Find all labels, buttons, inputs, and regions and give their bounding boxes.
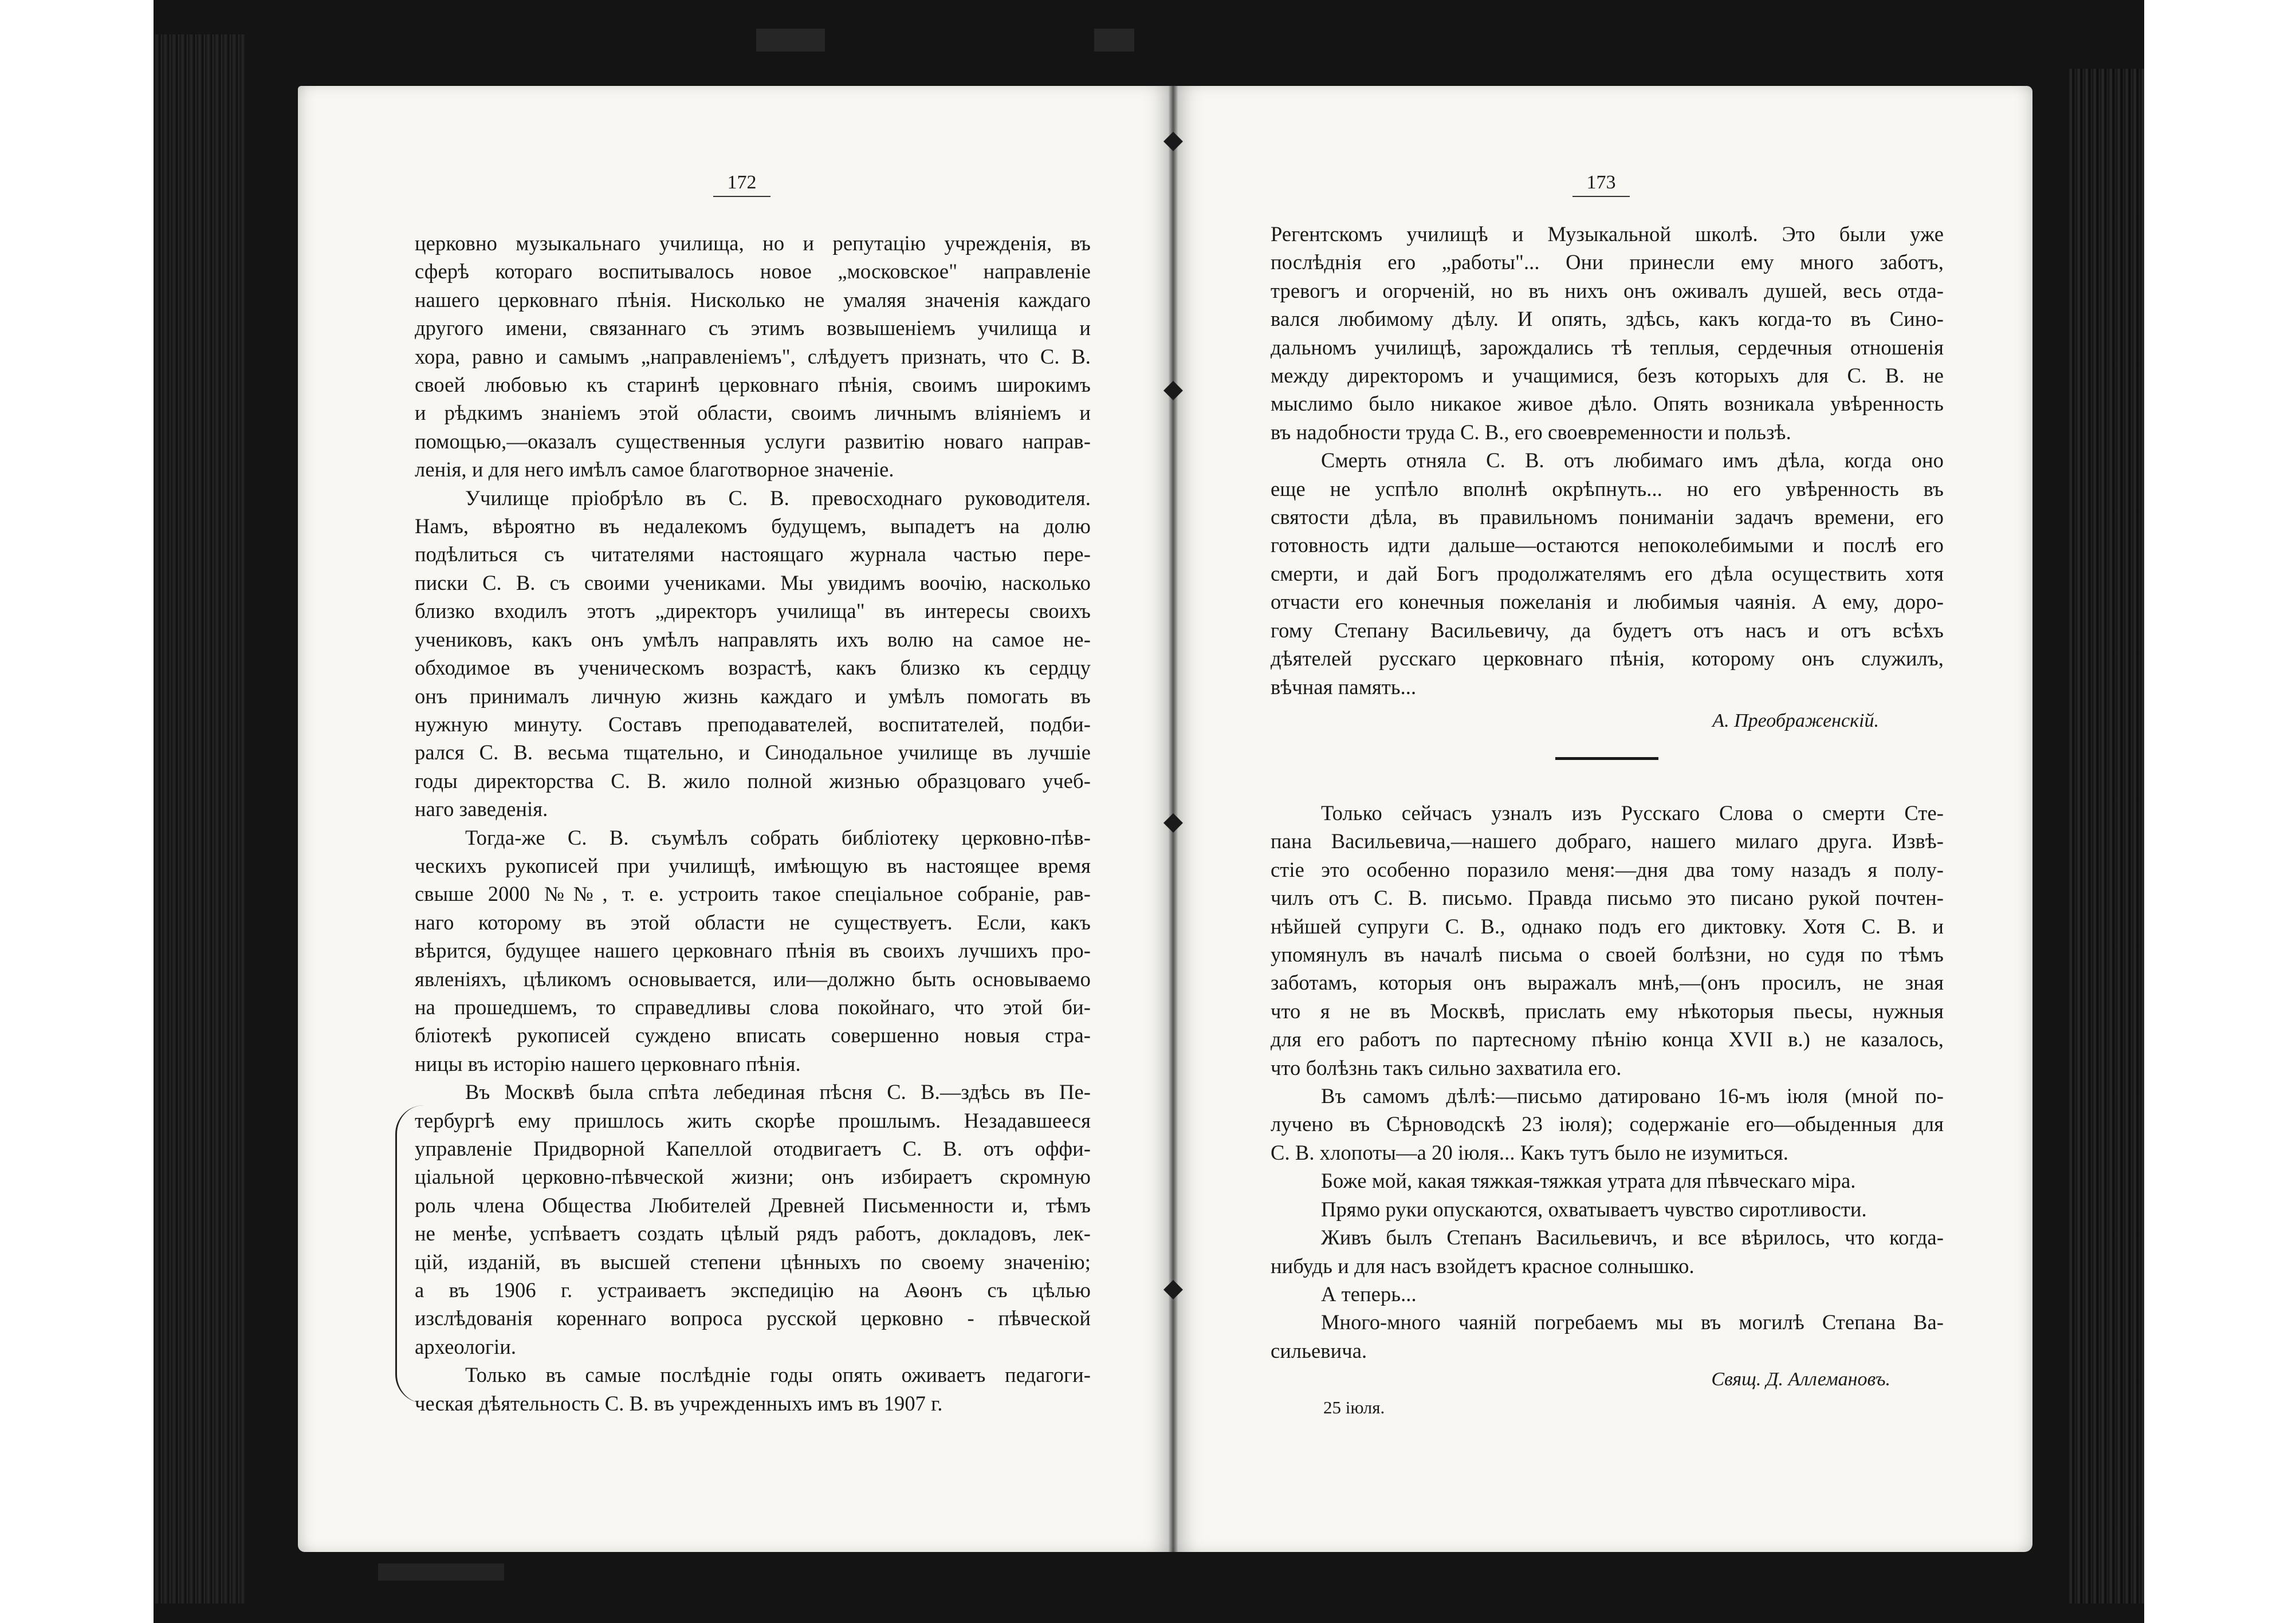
text-line: святости дѣла, въ правильномъ пониманіи задачъ времени, его [1271,505,1944,529]
text-line: что болѣзнь такъ сильно захватила его. [1271,1055,1622,1080]
signature-allemanov: Свящ. Д. Аллемановъ. [1711,1369,1890,1390]
paragraph [415,1361,1091,1417]
text-line: Только въ самые послѣдніе годы опять оживаетъ педагоги- [465,1363,1091,1387]
text-line: своей любовью къ старинѣ церковнаго пѣнія, своимъ широкимъ [415,373,1091,397]
signature-preobrazhensky: А. Преображенскій. [1712,710,1879,731]
paragraph [1271,1167,1944,1195]
text-line: Регентскомъ училищѣ и Музыкальной школѣ. Это были уже [1271,222,1944,246]
text-line: онъ принималъ личную жизнь каждаго и умѣлъ помогать въ [415,684,1091,708]
text-line: рался С. В. весьма тщательно, и Синодальное училище въ лучшіе [415,740,1091,765]
text-line: другого имени, связаннаго съ этимъ возвышеніемъ училища и [415,316,1091,340]
scan-artifact [1094,29,1134,52]
paragraph [415,1078,1091,1361]
text-line: свыше 2000 №№, т. е. устроить такое спеціальное собраніе, рав- [415,882,1091,906]
scan-artifact [756,29,825,52]
paragraph [1271,799,1944,1082]
text-line: обходимое въ ученическомъ возрастѣ, какъ близко къ сердцу [415,656,1091,680]
text-line: нужную минуту. Составъ преподавателей, воспитателей, подби- [415,712,1091,736]
text-line: Смерть отняла С. В. отъ любимаго имъ дѣла, когда оно [1321,448,1944,472]
text-line: годы директорства С. В. жило полной жизнью образцоваго учеб- [415,769,1091,793]
text-line: писки С. В. съ своими учениками. Мы увидимъ воочію, насколько [415,570,1091,594]
text-line: ціальной церковно-пѣвческой жизни; онъ избираетъ скромную [415,1165,1091,1189]
text-line: пана Васильевича,—нашего добраго, нашего милаго друга. Извѣ- [1271,829,1944,853]
text-line: подѣлиться съ читателями настоящаго журнала частью пере- [415,542,1091,566]
right-page-text-bottom [1271,799,1944,1365]
text-line: вѣрится, будущее нашего церковнаго пѣнія въ своихъ лучшихъ про- [415,939,1091,963]
page-number-left: 172 [713,172,770,197]
text-line: церковно музыкальнаго училища, но и репутацію учрежденія, въ [415,231,1091,255]
text-line: нѣйшей супруги С. В., однако подъ его диктовку. Хотя С. В. и [1271,914,1944,938]
text-line: наго заведенія. [415,797,548,821]
paragraph [415,484,1091,824]
text-line: тревогъ и огорченій, но въ нихъ онъ оживалъ душей, весь отда- [1271,278,1944,302]
book-edge-left [154,34,245,1604]
text-line: для его работъ по партесному пѣнію конца XVII в.) не казалось, [1271,1027,1944,1051]
text-line: ницы въ исторію нашего церковнаго пѣнія. [415,1051,801,1076]
paragraph [415,229,1091,484]
section-divider [1555,757,1658,760]
text-line: Въ Москвѣ была спѣта лебединая пѣсня С. В.—здѣсь въ Пе- [465,1080,1091,1104]
text-line: Много-много чаяній погребаемъ мы въ могилѣ Степана Ва- [1321,1310,1944,1334]
text-line: вѣчная память... [1271,675,1417,699]
text-line: А теперь... [1321,1282,1417,1306]
text-line: Намъ, вѣроятно въ недалекомъ будущемъ, выпадетъ на долю [415,514,1091,538]
text-line: Тогда-же С. В. съумѣлъ собрать библіотеку церковно-пѣв- [465,825,1091,849]
text-line: ленія, и для него имѣлъ самое благотворное значеніе. [415,458,894,482]
text-line: сильевича. [1271,1338,1367,1362]
left-page-text [415,229,1091,1417]
text-line: учениковъ, какъ онъ умѣлъ направлять ихъ волю на самое не- [415,627,1091,651]
text-line: вался любимому дѣлу. И опять, здѣсь, какъ когда-то въ Сино- [1271,307,1944,331]
text-line: дѣятелей русскаго церковнаго пѣнія, которому онъ служилъ, [1271,647,1944,671]
text-line: Живъ былъ Степанъ Васильевичъ, и все вѣрилось, что когда- [1321,1226,1944,1250]
text-line: заботамъ, которыя онъ выражалъ мнѣ,—(онъ просилъ, не зная [1271,971,1944,995]
text-line: послѣднія его „работы"... Они принесли ему много заботъ, [1271,250,1944,274]
right-page-text-top [1271,220,1944,701]
text-line: цій, изданій, въ высшей степени цѣнныхъ по своему значенію; [415,1250,1091,1274]
text-line: гому Степану Васильевичу, да будетъ отъ насъ и отъ всѣхъ [1271,618,1944,642]
text-line: стіе это особенно поразило меня:—дня два тому назадъ я полу- [1271,857,1944,881]
text-line: Только сейчасъ узналъ изъ Русскаго Слова о смерти Сте- [1321,801,1944,825]
text-line: еще не успѣло вполнѣ окрѣпнуть... но его увѣренность въ [1271,476,1944,501]
text-line: что я не въ Москвѣ, прислать ему нѣкоторыя пьесы, нужныя [1271,999,1944,1023]
text-line: управленіе Придворной Капеллой отодвигаетъ С. В. отъ оффи- [415,1137,1091,1160]
text-line: явленіяхъ, цѣликомъ основывается, или—должно быть основываемо [415,967,1091,991]
paragraph [1271,1082,1944,1167]
text-line: ческая дѣятельность С. В. въ учрежденныхъ имъ въ 1907 г. [415,1391,943,1415]
paragraph [1271,1280,1944,1308]
text-line: смерти, и дай Богъ продолжателямъ его дѣла осуществить хотя [1271,561,1944,585]
text-line: отчасти его конечныя пожеланія и любимыя чаянія. А ему, доро- [1271,590,1944,614]
text-line: упомянулъ въ началѣ письма о своей болѣзни, но судя по тѣмъ [1271,943,1944,967]
paragraph [1271,446,1944,701]
text-line: лучено въ Сѣрноводскѣ 23 іюля); содержаніе его—обыденныя для [1271,1112,1944,1136]
text-line: роль члена Общества Любителей Древней Письменности и, тѣмъ [415,1193,1091,1217]
text-line: хора, равно и самымъ „направленіемъ", слѣдуетъ признать, что С. В. [415,344,1091,368]
handwritten-margin-bracket [395,1105,431,1403]
text-line: близко входилъ этотъ „директоръ училища" въ интересы своихъ [415,599,1091,623]
scan-artifact [378,1563,504,1581]
text-line: Прямо руки опускаются, охватываетъ чувство сиротливости. [1321,1197,1867,1221]
text-line: Училище пріобрѣло въ С. В. превосходнаго руководителя. [465,486,1091,510]
text-line: Боже мой, какая тяжкая-тяжкая утрата для пѣвческаго міра. [1321,1169,1856,1193]
text-line: помощью,—оказалъ существенныя услуги развитію новаго направ- [415,429,1091,453]
text-line: наго которому въ этой области не существуетъ. Если, какъ [415,910,1091,934]
paragraph [1271,1223,1944,1280]
text-line: а въ 1906 г. устраиваетъ экспедицію на Аѳонъ съ цѣлью [415,1278,1091,1302]
paragraph [1271,1308,1944,1365]
paragraph [415,824,1091,1078]
text-line: дальномъ училищѣ, зарождались тѣ теплыя, сердечныя отношенія [1271,335,1944,359]
text-line: готовность идти дальше—остаются непоколебимыми и послѣ его [1271,533,1944,557]
paragraph [1271,220,1944,446]
text-line: изслѣдованія кореннаго вопроса русской церковно - пѣвческой [415,1306,1091,1330]
text-line: бліотекѣ рукописей суждено вписать совершенно новыя стра- [415,1023,1091,1047]
paragraph [1271,1195,1944,1223]
text-line: нашего церковнаго пѣнія. Нисколько не умаляя значенія каждаго [415,287,1091,312]
text-line: въ надобности труда С. В., его своевременности и пользѣ. [1271,420,1791,444]
date-note: 25 іюля. [1323,1397,1385,1417]
text-line: тербургѣ ему пришлось жить скорѣе прошлымъ. Незадавшееся [415,1108,1091,1132]
book-edge-right [2068,69,2144,1604]
text-line: археологіи. [415,1334,517,1358]
text-line: нибудь и для насъ взойдетъ красное солнышко. [1271,1254,1695,1278]
text-line: С. В. хлопоты—а 20 іюля... Какъ тутъ было не изумиться. [1271,1140,1788,1164]
page-number-right: 173 [1572,172,1630,197]
text-line: на прошедшемъ, то справедливы слова покойнаго, что этой би- [415,995,1091,1019]
text-line: ческихъ рукописей при училищѣ, имѣющую въ настоящее время [415,853,1091,877]
text-line: и рѣдкимъ знаніемъ этой области, своимъ личнымъ вліяніемъ и [415,401,1091,425]
text-line: между директоромъ и учащимися, безъ которыхъ для С. В. не [1271,364,1944,388]
text-line: Въ самомъ дѣлѣ:—письмо датировано 16-мъ іюля (мной по- [1321,1084,1944,1108]
text-line: не менѣе, успѣваетъ создать цѣлый рядъ работъ, докладовъ, лек- [415,1222,1091,1246]
text-line: сферѣ котораго воспитывалось новое „московское" направленіе [415,259,1091,283]
text-line: чилъ отъ С. В. письмо. Правда письмо это писано рукой почтен- [1271,886,1944,910]
text-line: мыслимо было никакое живое дѣло. Опять возникала увѣренность [1271,392,1944,416]
